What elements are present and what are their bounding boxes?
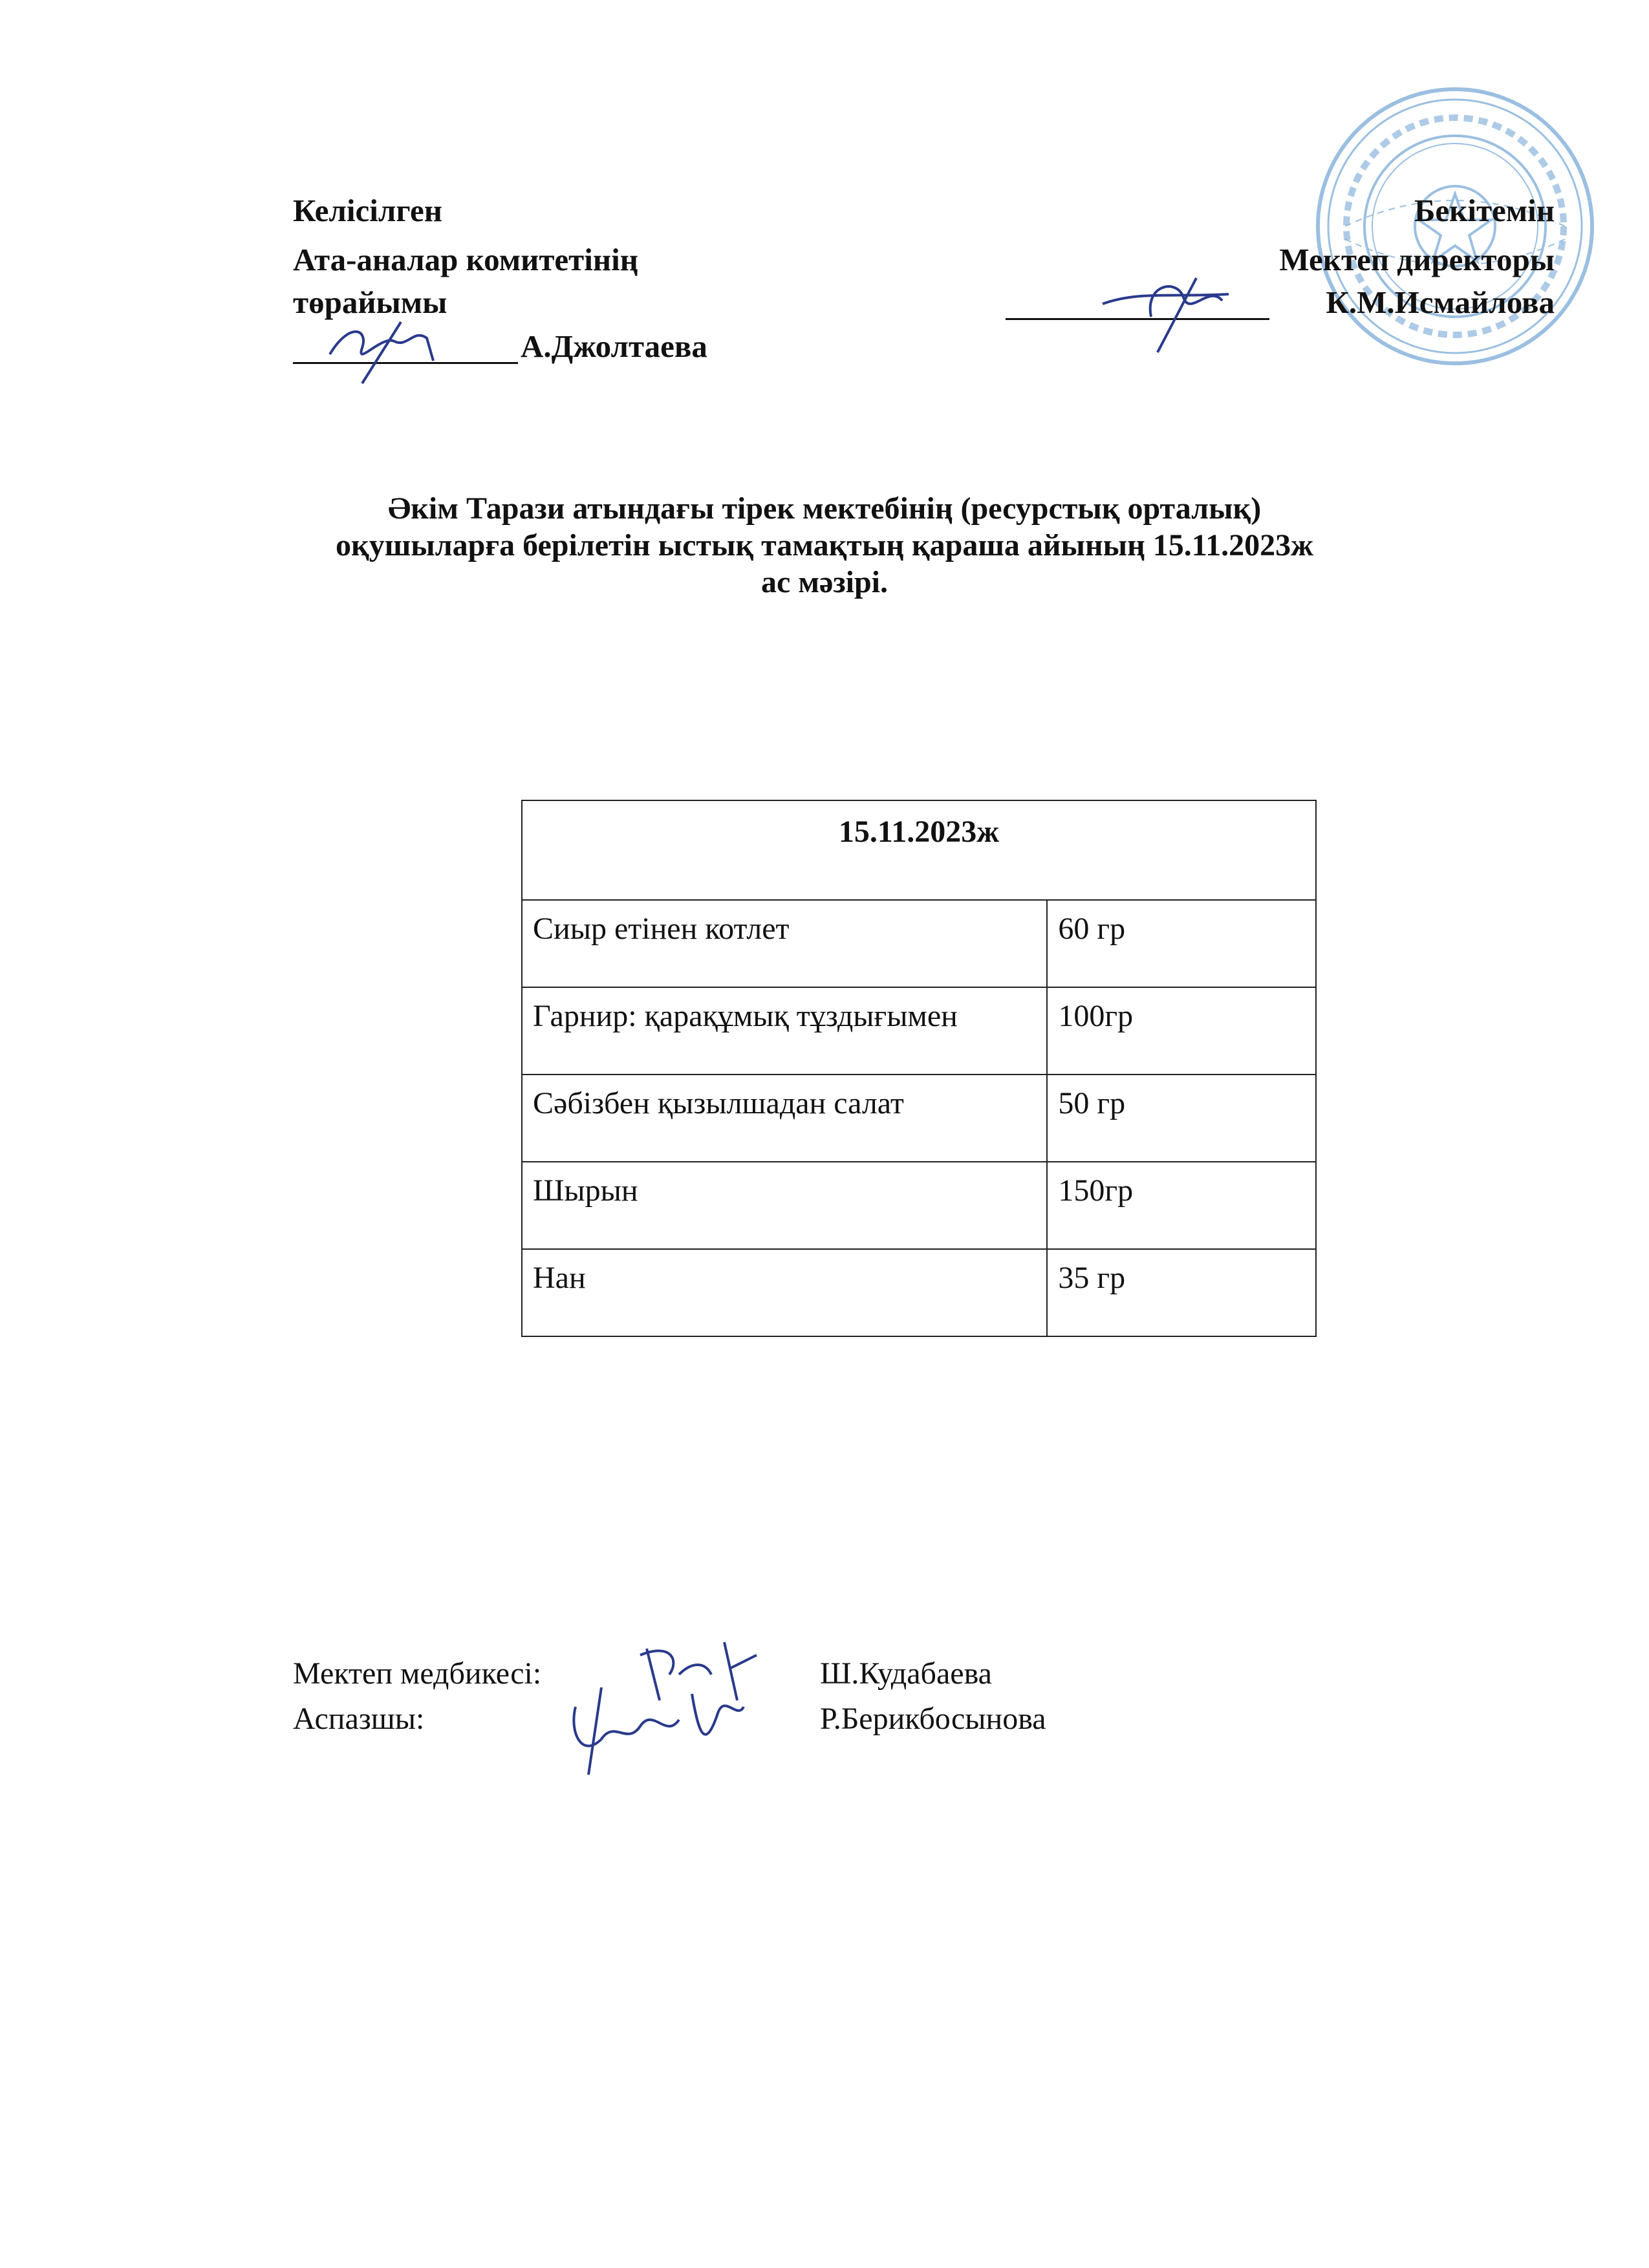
cook-role: Аспазшы:	[293, 1702, 425, 1736]
table-row	[522, 900, 1316, 987]
dish-cell: Сәбізбен қызылшадан салат	[522, 1075, 1047, 1162]
amount-cell: 150гр	[1047, 1162, 1316, 1249]
table-row	[522, 987, 1316, 1075]
dish-cell: Нан	[522, 1249, 1047, 1336]
dish-cell: Сиыр етінен котлет	[522, 900, 1047, 987]
title-line-2: оқушыларға берілетін ыстық тамақтың қараша айының 15.11.2023ж	[336, 528, 1313, 562]
menu-title	[194, 490, 1455, 601]
table-header-row	[522, 800, 1316, 900]
director-name: К.М.Исмайлова	[1326, 284, 1555, 320]
amount-cell: 100гр	[1047, 987, 1316, 1075]
chair-name: А.Джолтаева	[521, 328, 707, 364]
amount-cell: 60 гр	[1047, 900, 1316, 987]
table-row	[522, 1249, 1316, 1336]
table-row	[522, 1075, 1316, 1162]
parent-committee-label: Ата-аналар комитетінің	[293, 242, 638, 277]
agreed-label: Келісілген	[293, 193, 442, 228]
table-row	[522, 1162, 1316, 1249]
amount-cell: 35 гр	[1047, 1249, 1316, 1336]
title-line-1: Әкім Тарази атындағы тірек мектебінің (ресурстық орталық)	[387, 491, 1262, 526]
dish-cell: Шырын	[522, 1162, 1047, 1249]
approve-label: Бекітемін	[1414, 193, 1555, 228]
title-line-3: ас мәзірі.	[761, 565, 888, 599]
nurse-name: Ш.Кудабаева	[820, 1656, 992, 1691]
chair-signature	[323, 309, 453, 387]
date-header-cell: 15.11.2023ж	[522, 800, 1316, 900]
menu-table	[521, 800, 1317, 1337]
cook-name: Р.Берикбосынова	[820, 1702, 1046, 1736]
director-position: Мектеп директоры	[1279, 242, 1555, 277]
committee-chair-label: төрайымы	[293, 284, 447, 320]
director-signature	[1099, 265, 1242, 356]
cook-signature	[563, 1681, 757, 1778]
dish-cell: Гарнир: қарақұмық тұздығымен	[522, 987, 1047, 1075]
nurse-role: Мектеп медбикесі:	[293, 1656, 542, 1691]
amount-cell: 50 гр	[1047, 1075, 1316, 1162]
